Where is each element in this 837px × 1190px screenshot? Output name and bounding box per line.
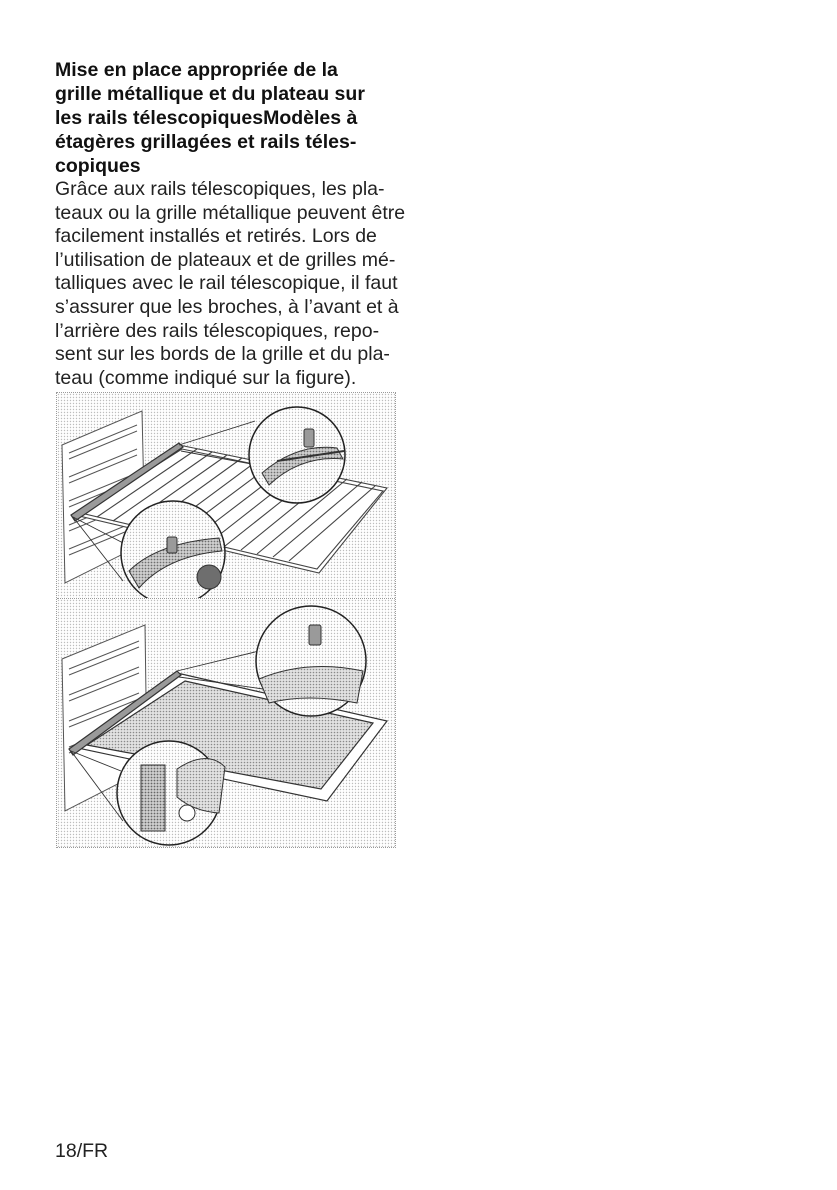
page-number: 18/FR <box>55 1140 109 1162</box>
body-line: teau (comme indiqué sur la figure). <box>55 366 357 389</box>
section-heading <box>55 58 400 178</box>
body-line: s’assurer que les broches, à l’avant et à <box>55 295 399 318</box>
front-pin-detail-magnifier <box>121 501 225 598</box>
body-line: l’utilisation de plateaux et de grilles mé- <box>55 248 396 271</box>
heading-line: Mise en place appropriée de la <box>55 59 338 81</box>
body-line: sent sur les bords de la grille et du pla- <box>55 343 390 366</box>
rear-pin-detail-magnifier <box>249 407 345 503</box>
grill-illustration <box>57 393 395 598</box>
rail-installation-figure <box>56 392 396 848</box>
heading-line: copiques <box>55 155 141 177</box>
heading-line: étagères grillagées et rails téles- <box>55 131 357 153</box>
body-paragraph <box>55 178 406 390</box>
body-line: l’arrière des rails télescopiques, repo- <box>55 319 380 342</box>
grill-illustration-panel <box>57 393 395 599</box>
tray-illustration-panel <box>57 599 395 847</box>
tray-illustration <box>57 599 395 847</box>
heading-line: grille métallique et du plateau sur <box>55 83 365 105</box>
rear-pin-detail-magnifier <box>256 606 366 716</box>
body-line: facilement installés et retirés. Lors de <box>55 225 377 248</box>
heading-line: les rails télescopiquesModèles à <box>55 107 358 129</box>
body-line: talliques avec le rail télescopique, il faut <box>55 272 398 295</box>
body-line: Grâce aux rails télescopiques, les pla- <box>55 178 385 200</box>
body-line: teaux ou la grille métallique peuvent être <box>55 201 406 224</box>
